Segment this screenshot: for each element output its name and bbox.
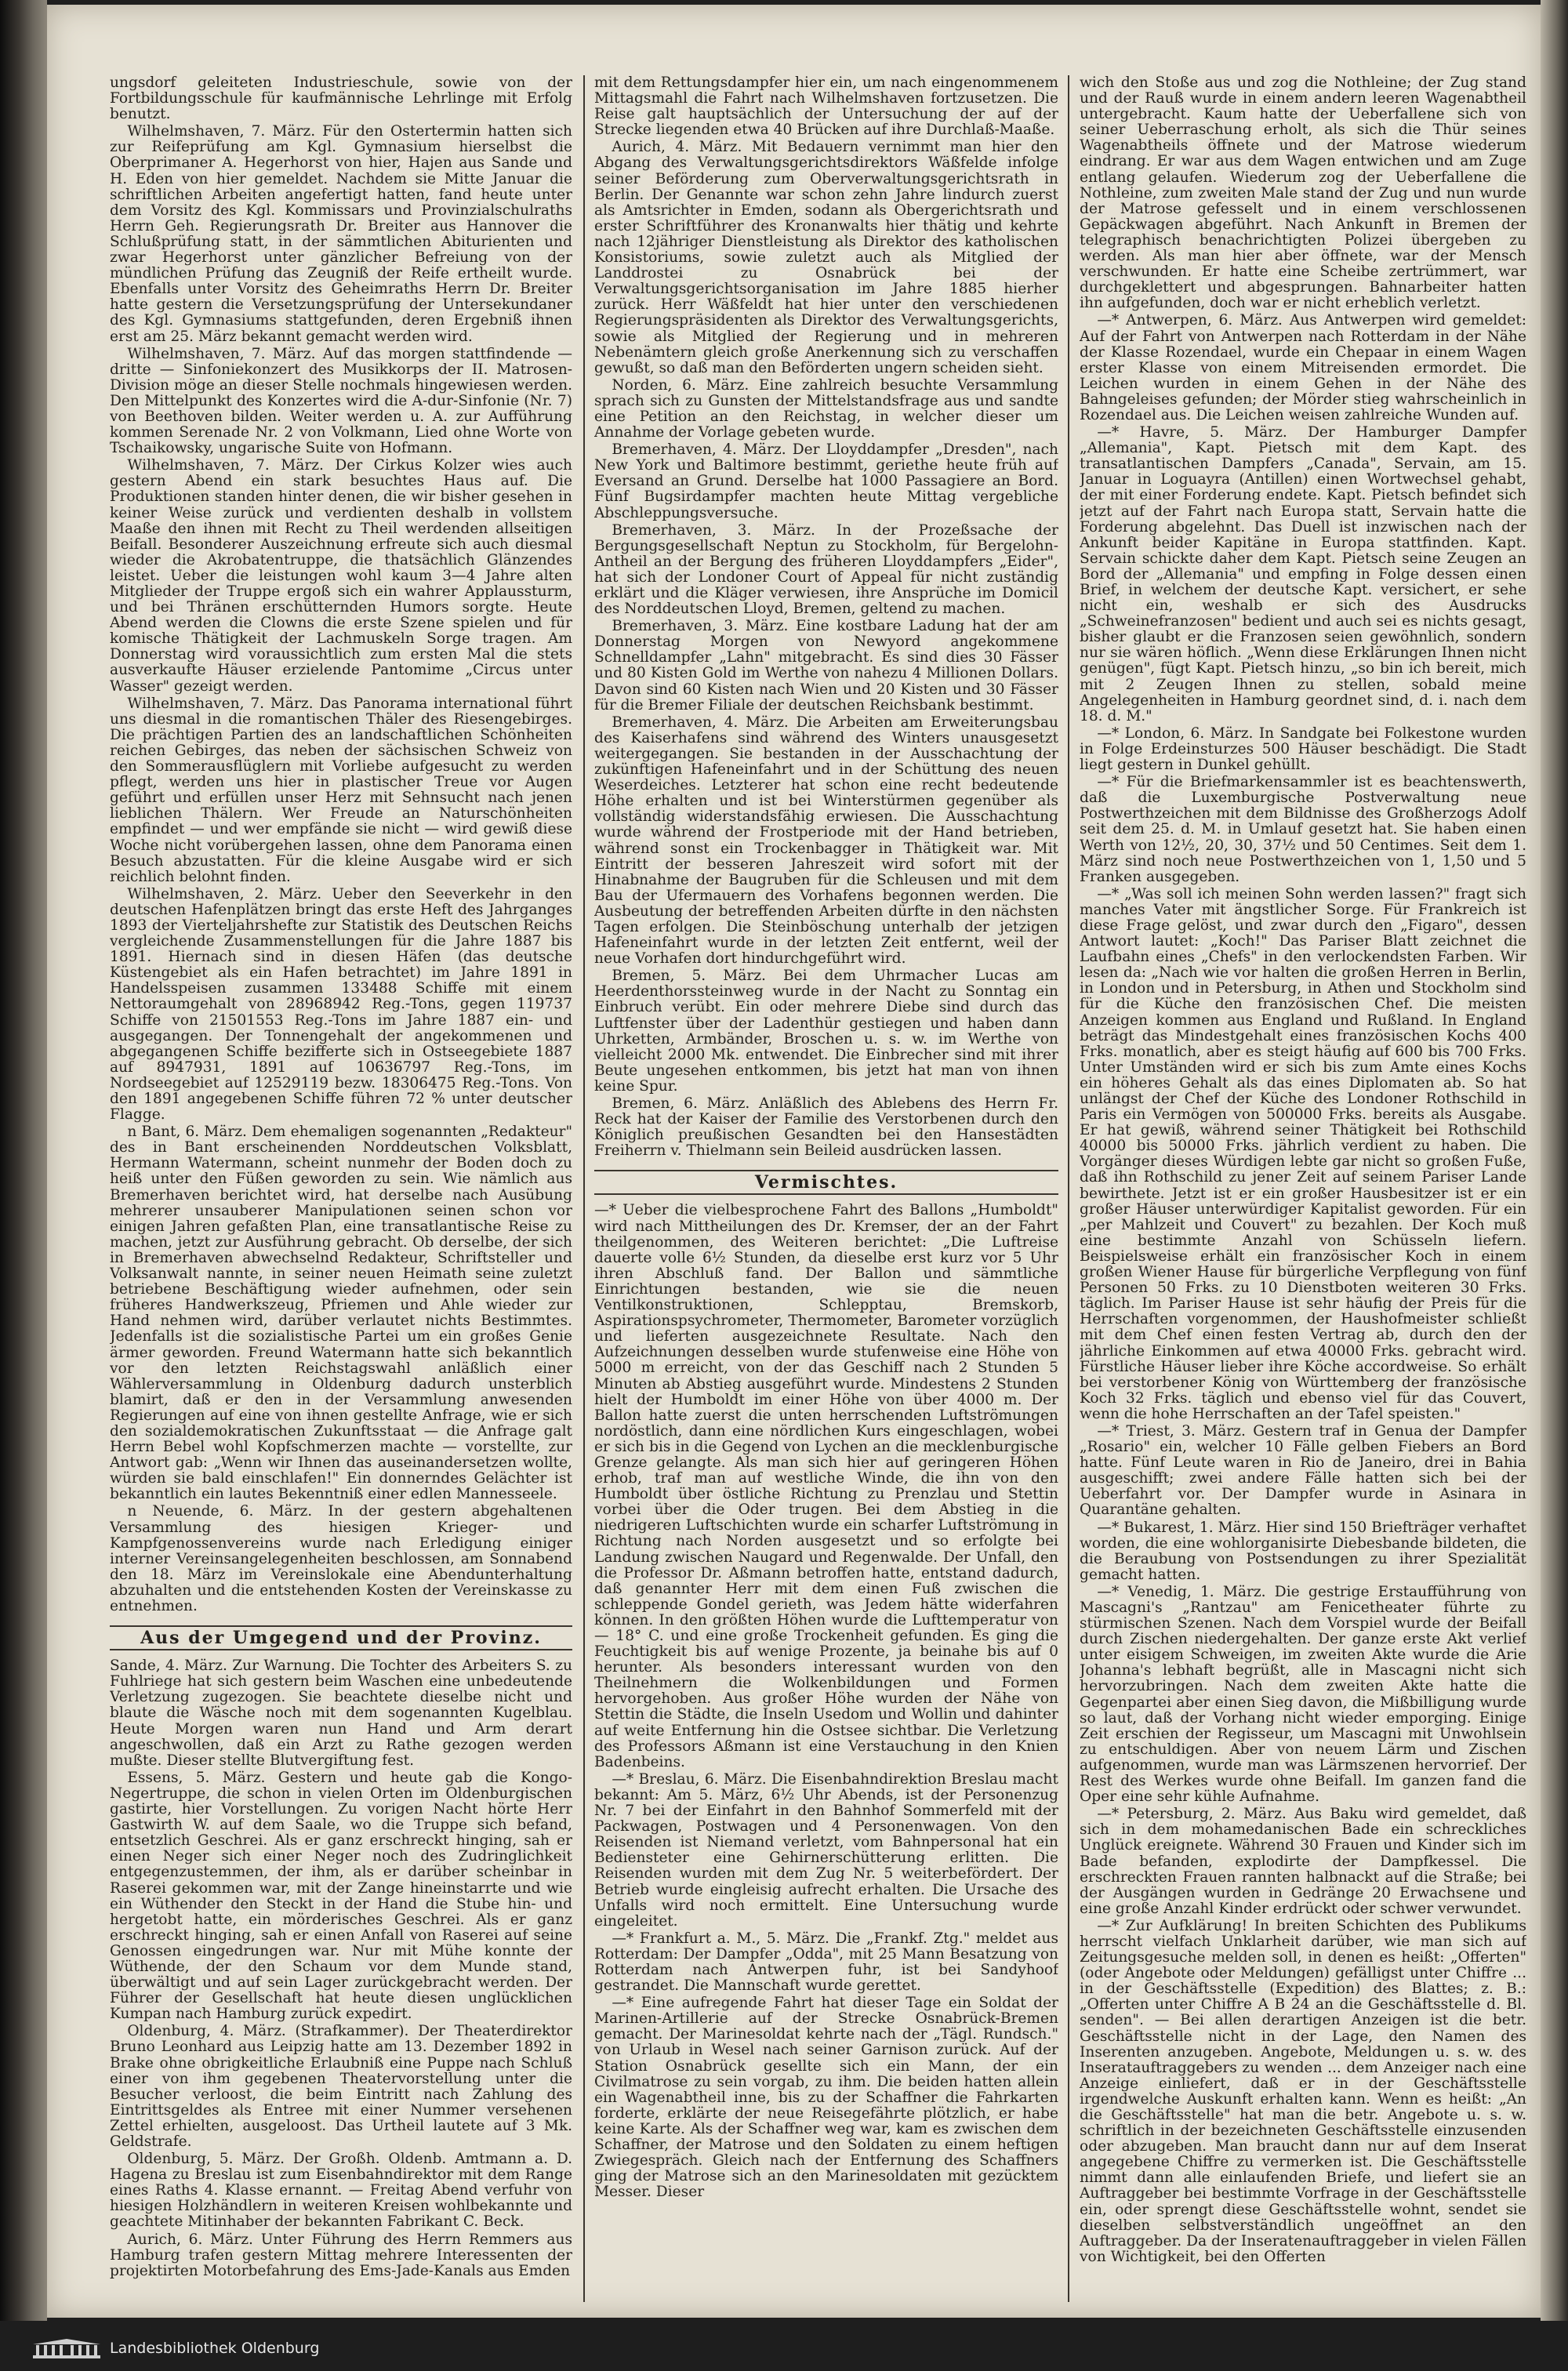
article-paragraph: Oldenburg, 4. März. (Strafkammer). Der Theaterdirektor Bruno Leonhard aus Leipzig hatte am 13. Dezember 1892 in Brake ohne obrigkeitliche Erlaubniß eine Puppe nach Schluß einer von ihm gegebenen Theatervorstellung unter die Besucher verloost, die beim Eintritt nach Zahlung des Eintrittsgeldes als Entree mit einer Nummer versehenen Zettel erhielten, ausgeloost. Das Urtheil lautete auf 3 Mk. Geldstrafe. <box>110 2023 572 2150</box>
article-paragraph: Bremen, 5. März. Bei dem Uhrmacher Lucas am Heerdenthorssteinweg wurde in der Nacht zu Sonntag ein Einbruch verübt. Ein oder mehrere Diebe sind durch das Luftfenster über der Ladenthür gestiegen und haben dann Uhrketten, Armbänder, Broschen u. s. w. im Werthe von vielleicht 2000 Mk. entwendet. Die Einbrecher sind mit ihrer Beute ungesehen entkommen, bis jetzt hat man von ihnen keine Spur. <box>594 968 1058 1095</box>
article-paragraph: Bremerhaven, 4. März. Der Lloyddampfer „Dresden", nach New York und Baltimore bestimmt, geriethe heute früh auf Eversand an Grund. Derselbe hat 1000 Passagiere an Bord. Fünf Bugsirdampfer machten heute Mittag vergebliche Abschleppungsversuche. <box>594 441 1058 521</box>
article-paragraph: Bremerhaven, 4. März. Die Arbeiten am Erweiterungsbau des Kaiserhafens sind während des Winters unausgesetzt weitergegangen. Sie bestanden in der Ausschachtung der zukünftigen Hafeneinfahrt und in der Schüttung des neuen Weserdeiches. Letzterer hat schon eine recht bedeutende Höhe erhalten und ist bei Winterstürmen gegenüber als vollständig widerstandsfähig erwiesen. Die Ausschachtung wurde während der Frostperiode mit der Hand betrieben, während sonst ein Trockenbagger in Thätigkeit war. Mit Eintritt der besseren Jahreszeit wird sofort mit der Hinabnahme der Baugruben für die Schleusen und mit dem Bau der Ufermauern des Vorhafens begonnen werden. Die Ausbeutung der betreffenden Arbeiten dürfte in den nächsten Tagen erfolgen. Die Steinböschung unterhalb der jetzigen Hafeneinfahrt wurde in der letzten Zeit entfernt, weil der neue Vorhafen dort hindurchgeführt wird. <box>594 713 1058 968</box>
article-paragraph: Wilhelmshaven, 2. März. Ueber den Seeverkehr in den deutschen Hafenplätzen bringt das erste Heft des Jahrganges 1893 der Vierteljahrshefte zur Statistik des Deutschen Reichs vergleichende Zusammenstellungen für die Jahre 1887 bis 1891. Hiernach sind in diesen Häfen (das deutsche Küstengebiet als ein Hafen betrachtet) im Jahre 1891 in Handelsspeisen zusammen 133488 Schiffe mit einem Nettoraumgehalt von 28968942 Reg.-Tons, gegen 119737 Schiffe von 21501553 Reg.-Tons im Jahre 1887 ein- und ausgegangen. Der Tonnengehalt der angekommenen und abgegangenen Schiffe bezifferte sich in Ostseegebiete 1887 auf 8947931, 1891 auf 10636797 Reg.-Tons, im Nordseegebiet auf 12529119 bezw. 18306475 Reg.-Tons. Von den 1891 angegebenen Schiffe führen 72 % unter deutscher Flagge. <box>110 885 572 1124</box>
article-paragraph: n Neuende, 6. März. In der gestern abgehaltenen Versammlung des hiesigen Krieger- und Kampfgenossenvereins wurde nach Erledigung einiger interner Vereinsangelegenheiten beschlossen, am Sonnabend den 18. März im Vereinslokale eine Abendunterhaltung abzuhalten und die entstehenden Kosten der Vereinskasse zu entnehmen. <box>110 1503 572 1614</box>
column-2-articles <box>594 75 1058 1159</box>
article-paragraph: —* Petersburg, 2. März. Aus Baku wird gemeldet, daß sich in dem mohamedanischen Bade ein schreckliches Unglück ereignete. Während 30 Frauen und Kinder sich im Bade befanden, explodirte der Dampfkessel. Die erschreckten Frauen rannten halbnackt auf die Straße; bei der Ausgängen wurden in Gedränge 20 Erwachsene und eine große Anzahl Kinder erdrückt oder schwer verwundet. <box>1080 1806 1526 1917</box>
scan-left-edge <box>0 0 47 2321</box>
article-paragraph: —* Triest, 3. März. Gestern traf in Genua der Dampfer „Rosario" ein, welcher 10 Fälle gelben Fiebers an Bord hatte. Fünf Leute waren in Rio de Janeiro, drei in Bahia ausgeschifft; zwei andere Fälle hatten sich bei der Ueberfahrt vor. Der Dampfer wurde in Asinara in Quarantäne gehalten. <box>1080 1422 1526 1519</box>
article-paragraph: Sande, 4. März. Zur Warnung. Die Tochter des Arbeiters S. zu Fuhlriege hat sich gestern beim Waschen eine unbedeutende Verletzung zugezogen. Sie beachtete dieselbe nicht und blaute die Wäsche noch mit dem sogenannten Kugelblau. Heute Morgen waren nun Hand und Arm derart angeschwollen, daß ein Arzt zu Rathe gezogen werden mußte. Dieser stellte Blutvergiftung fest. <box>110 1658 572 1769</box>
column-rule <box>1068 75 1069 2302</box>
article-paragraph: Wilhelmshaven, 7. März. Das Panorama international führt uns diesmal in die romantischen Thäler des Riesengebirges. Die prächtigen Partien des an landschaftlichen Schönheiten reichen Gebirges, das neben der sächsischen Schweiz von den Sommerausflüglern mit Vorliebe aufgesucht zu werden pflegt, werden uns hier in plastischer Treue vor Augen geführt und erfüllen unser Herz mit Sehnsucht nach jenen lieblichen Thälern. Wer Freude an Naturschönheiten empfindet — und wer empfände sie nicht — wird gewiß diese Woche nicht vorübergehen lassen, ohne dem Panorama einen Besuch abzustatten. Für die kleine Ausgabe wird er sich reichlich belohnt finden. <box>110 695 572 885</box>
library-name: Landesbibliothek Oldenburg <box>110 2340 320 2357</box>
article-paragraph: —* Zur Aufklärung! In breiten Schichten des Publikums herrscht vielfach Unklarheit darüber, wie man sich auf Zeitungsgesuche melden soll, in denen es heißt: „Offerten" (oder Angebote oder Meldungen) gefälligst unter Chiffre ... in der Geschäftsstelle (Expedition) des Blattes; z. B.: „Offerten unter Chiffre A B 24 an die Geschäftsstelle d. Bl. senden". — Bei allen derartigen Anzeigen ist die betr. Geschäftsstelle nicht in der Lage, den Namen des Inserenten anzugeben. Angebote, Meldungen u. s. w. des Inseratauftraggebers zu wenden ... dem Anzeiger nach eine Anzeige einliefert, daß er in der Geschäftsstelle irgendwelche Auskunft erhalten kann. Wenn es heißt: „An die Geschäftsstelle" hat man die betr. Angebote u. s. w. schriftlich in der bezeichneten Geschäftsstelle einzusenden oder abzugeben. Man braucht dann nur auf dem Inserat angegebene Chiffre zu vermerken ist. Die Geschäftsstelle nimmt dann alle einlaufenden Briefe, und liefert sie an Auftraggeber bei bestimmte Vorfrage in der Geschäftsstelle ein, oder sprengt diese Geschäftsstelle wohnt, sendet sie dieselben selbstverständlich ungeöffnet an den Auftraggeber. Da der Inseratenauftraggeber in vielen Fällen von Wichtigkeit, bei den Offerten <box>1080 1917 1526 2265</box>
article-paragraph: —* „Was soll ich meinen Sohn werden lassen?" fragt sich manches Vater mit ängstlicher Sorge. Für Frankreich ist diese Frage gelöst, und zwar durch den „Figaro", dessen Antwort lautet: „Koch!" Das Pariser Blatt zeichnet die Laufbahn eines „Chefs" in den verlockendsten Farben. Wir lesen da: „Nach wie vor halten die großen Herren in Berlin, in London und in Petersburg, in Athen und Stockholm sind für die Küche den französischen Chef. Die meisten Anzeigen kommen aus England und Rußland. In England beträgt das Mindestgehalt eines französischen Kochs 400 Frks. monatlich, aber es steigt häufig auf 600 bis 700 Frks. Unter Umständen wird er sich bis zum Amte eines Kochs ein höheres Gehalt als das eines Diplomaten ab. So hat unlängst der Chef der Küche des Londoner Rothschild in Paris ein Vermögen von 500000 Frks. bereits als Ausgabe. Er hat gewiß, während seiner Thätigkeit bei Rothschild 40000 bis 50000 Frks. jährlich verdient zu haben. Die Vorgänger dieses Würdigen lebte gar nicht so großen Fuße, daß ihn Rothschild zu jener Zeit auf seinem Pariser Lande bewirthete. Jetzt ist er ein großer Hausbesitzer ist er ein großer Häuser unterwürdiger Kapitalist geworden. Für ein „per Mahlzeit und Couvert" zu bezahlen. Der Koch muß eine bestimmte Anzahl von Schüsseln liefern. Beispielsweise erhält ein französischer Koch in einem großen Wiener Hause für bürgerliche Verpflegung von fünf Personen 50 Frks. zu 10 Dienstboten weiteren 30 Frks. täglich. Im Pariser Hause ist sehr häufig der Preis für die Herrschaften vorgenommen, der Haushofmeister schließt mit dem Chef einen festen Vertrag ab, durch den der jährliche Einkommen auf etwa 40000 Frks. gebracht wird. Fürstliche Häuser lieber ihre Köche accordweise. So erhält bei verstorbener König von Württemberg der französische Koch 32 Frks. täglich und ebenso viel für das Couvert, wenn die hohe Herrschaften an der Tafel speisten." <box>1080 885 1526 1422</box>
article-paragraph: —* Für die Briefmarkensammler ist es beachtenswerth, daß die Luxemburgische Postverwaltung neue Postwerthzeichen mit dem Bildnisse des Großherzogs Adolf seit dem 25. d. M. in Umlauf gesetzt hat. Sie haben einen Werth von 12½, 20, 30, 37½ und 50 Centimes. Seit dem 1. März sind noch neue Postwerthzeichen von 1, 1,50 und 5 Franken ausgegeben. <box>1080 774 1526 885</box>
article-paragraph: —* Frankfurt a. M., 5. März. Die „Frankf. Ztg." meldet aus Rotterdam: Der Dampfer „Odda", mit 25 Mann Besatzung von Rotterdam nach Antwerpen fuhr, ist bei Sandyhoof gestrandet. Die Mannschaft wurde gerettet. <box>594 1930 1058 1995</box>
article-paragraph: Wilhelmshaven, 7. März. Der Cirkus Kolzer wies auch gestern Abend ein stark besuchtes Haus auf. Die Produktionen standen hinter denen, die wir bisher gesehen in keiner Weise zurück und verdienten deshalb in vollstem Maaße den ihnen mit Recht zu Theil werdenden allseitigen Beifall. Besonderer Auszeichnung erfreute sich auch diesmal wieder die Akrobatentruppe, die thatsächlich Glänzendes leistet. Ueber die leistungen wohl kaum 3—4 Jahre alten Mitglieder der Truppe ergoß sich ein wahrer Applaussturm, und bei Thränen erschütternden Humors sorgte. Heute Abend werden die Clowns die erste Szene spielen und für komische Thätigkeit der Lachmuskeln Sorge tragen. Am Donnerstag wird voraussichtlich zum ersten Mal die stets ausverkaufte Häuser erzielende Pantomime „Circus unter Wasser" gezeigt werden. <box>110 457 572 695</box>
article-paragraph: Norden, 6. März. Eine zahlreich besuchte Versammlung sprach sich zu Gunsten der Mittelstandsfrage aus und sandte eine Petition an den Reichstag, in welcher dieser um Annahme der Vorlage gebeten wurde. <box>594 376 1058 441</box>
article-paragraph: Bremerhaven, 3. März. In der Prozeßsache der Bergungsgesellschaft Neptun zu Stockholm, für Bergelohn-Antheil an der Bergung des früheren Lloyddampfers „Eider", hat sich der Londoner Court of Appeal für nicht zuständig erklärt und die Kläger verwiesen, ihre Ansprüche im Domicil des Norddeutschen Lloyd, Bremen, geltend zu machen. <box>594 521 1058 618</box>
text-column-2 <box>594 75 1058 2302</box>
article-paragraph: wich den Stoße aus und zog die Nothleine; der Zug stand und der Rauß wurde in einem andern leeren Wagenabtheil untergebracht. Kaum hatte der Ueberfallene sich von seiner Ueberraschung erholt, als sich die Thür seines Wagenabtheils öffnete und der Matrose wiederum eindrang. Er war aus dem Wagen entwichen und am Zuge entlang gelaufen. Wiederum zog der Ueberfallene die Nothleine, zum zweiten Male stand der Zug und nun wurde der Matrose gefesselt und in einem verschlossenen Gepäckwagen abgeführt. Nach Ankunft in Bremen der telegraphisch benachrichtigten Polizei übergeben zu werden. Als man hier aber öffnete, war der Mensch verschwunden. Er hatte eine Scheibe zertrümmert, war durchgeklettert und abgesprungen. Bahnarbeiter hatten ihn aufgefunden, doch war er nicht erheblich verletzt. <box>1080 75 1526 312</box>
article-paragraph: —* London, 6. März. In Sandgate bei Folkestone wurden in Folge Erdeinsturzes 500 Häuser beschädigt. Die Stadt liegt gestern in Dunkel gehüllt. <box>1080 724 1526 774</box>
article-paragraph: Aurich, 6. März. Unter Führung des Herrn Remmers aus Hamburg trafen gestern Mittag mehrere Interessenten der projektirten Motorbefahrung des Ems-Jade-Kanals aus Emden <box>110 2231 572 2279</box>
article-paragraph: Wilhelmshaven, 7. März. Auf das morgen stattfindende — dritte — Sinfoniekonzert des Musikkorps der II. Matrosen-Division möge an dieser Stelle nochmals hingewiesen werden. Den Mittelpunkt des Konzertes wird die A-dur-Sinfonie (Nr. 7) von Beethoven bilden. Weiter werden u. A. zur Aufführung kommen Serenade Nr. 2 von Volkmann, Lied ohne Worte von Tschaikowsky, ungarische Suite von Hofmann. <box>110 345 572 457</box>
column-3-articles <box>1080 75 1526 2265</box>
article-paragraph: Bremerhaven, 3. März. Eine kostbare Ladung hat der am Donnerstag Morgen von Newyord angekommene Schnelldampfer „Lahn" mitgebracht. Es sind dies 30 Fässer und 80 Kisten Gold im Werthe von nahezu 4 Millionen Dollars. Davon sind 60 Kisten nach Wien und 20 Kisten und 30 Fässer für die Bremer Filiale der deutschen Reichsbank bestimmt. <box>594 618 1058 713</box>
article-paragraph: —* Bukarest, 1. März. Hier sind 150 Briefträger verhaftet worden, die eine wohlorganisirte Diebesbande bildeten, die die Beraubung von Postsendungen zu ihrer Spezialität gemacht hatten. <box>1080 1519 1526 1583</box>
section-heading-provinz: Aus der Umgegend und der Provinz. <box>110 1625 572 1650</box>
article-paragraph: ungsdorf geleiteten Industrieschule, sowie von der Fortbildungsschule für kaufmännische Lehrlinge mit Erfolg benutzt. <box>110 75 572 123</box>
text-column-3 <box>1080 75 1526 2302</box>
column-1-provinz-articles <box>110 1658 572 2279</box>
article-paragraph: Aurich, 4. März. Mit Bedauern vernimmt man hier den Abgang des Verwaltungsgerichtsdirektors Wäßfelde infolge seiner Beförderung zum Oberverwaltungsgerichtsrath in Berlin. Der Genannte war schon zehn Jahre lindurch zuerst als Amtsrichter in Emden, sodann als Obergerichtsrath und erster Schriftführer des Kronanwalts hier thätig und kehrte nach 12jähriger Dienstleistung als Direktor des katholischen Konsistoriums, sowie zuletzt auch als Mitglied der Landdrostei zu Osnabrück bei der Verwaltungsgerichtsorganisation im Jahre 1885 hierher zurück. Herr Wäßfeldt hat hier unter den verschiedenen Regierungspräsidenten als Direktor des Verwaltungsgerichts, sowie als Mitglied der Regierung und in mehreren Nebenämtern gleich große Anerkennung sich zu verschaffen gewußt, so daß man den Beförderten ungern scheiden sieht. <box>594 139 1058 376</box>
article-paragraph: —* Eine aufregende Fahrt hat dieser Tage ein Soldat der Marinen-Artillerie auf der Strecke Osnabrück-Bremen gemacht. Der Marinesoldat kehrte nach der „Tägl. Rundsch." von Urlaub in Wesel nach seiner Garnison zurück. Auf der Station Osnabrück gesellte sich ein Mann, der ein Civilmatrose zu sein vorgab, zu ihm. Die beiden hatten allein ein Wagenabtheil inne, bis zu der Schaffner die Fahrkarten forderte, erklärte der neue Reisegefährte plötzlich, er habe keine Karte. Als der Schaffner weg war, kam es zwischen dem Schaffner, der Matrose und den Soldaten zu einem heftigen Zwiegespräch. Gleich nach der Entfernung des Schaffners ging der Matrose sich an den Marinesoldaten mit gezücktem Messer. Dieser <box>594 1995 1058 2201</box>
article-paragraph: —* Venedig, 1. März. Die gestrige Erstaufführung von Mascagni's „Rantzau" am Fenicetheater führte zu stürmischen Szenen. Nach dem Vorspiel wurde der Beifall durch Zischen niedergehalten. Der ganze erste Akt verlief unter eisigem Schweigen, im zweiten Akte wurde die Arie Johanna's lebhaft begrüßt, alle in Mascagni nicht sich hervorzubringen. Nach dem zweiten Akte hatte die Gegenpartei aber einen Sieg davon, die Mißbilligung wurde so laut, daß der Vorhang nicht wieder emporging. Einige Zeit erschien der Regisseur, um Mascagni mit Unwohlsein zu entschuldigen. Aber von neuem Lärm und Zischen aufgenommen, wurde man was Lärmszenen hervorrief. Der Rest des Werkes wurde ohne Beifall. Im ganzen fand die Oper eine sehr kühle Aufnahme. <box>1080 1583 1526 1806</box>
article-paragraph: —* Havre, 5. März. Der Hamburger Dampfer „Allemania", Kapt. Pietsch mit dem Kapt. des transatlantischen Dampfers „Canada", Servain, am 15. Januar in Loguayra (Antillen) einen Wortwechsel gehabt, der mit einer Forderung endete. Kapt. Pietsch befindet sich jetzt auf der Fahrt nach Europa statt, Servain hatte die Forderung abgelehnt. Das Duell ist inzwischen nach der Ankunft beider Kapitäne in Europa stattfinden. Kapt. Servain schickte daher dem Kapt. Pietsch seine Zeugen an Bord der „Allemania" und empfing in Folge dessen einen Brief, in welchem der deutsche Kapt. versichert, er sehe nicht ein, weshalb er sich des Ausdrucks „Schweinefranzosen" bedient und auch sei es nichts gesagt, bisher glaubt er die Franzosen seien gewöhnlich, sondern nur sie wären höflich. „Wenn diese Erklärungen Ihnen nicht genügen", fügt Kapt. Pietsch hinzu, „so bin ich bereit, mich mit 2 Zeugen Ihnen zu stellen, sobald meine Angelegenheiten in Hamburg geordnet sind, d. i. nach dem 18. d. M." <box>1080 424 1526 724</box>
column-rule <box>583 75 585 2302</box>
column-1-articles <box>110 75 572 1614</box>
text-column-1 <box>110 75 572 2302</box>
article-paragraph: Wilhelmshaven, 7. März. Für den Ostertermin hatten sich zur Reifeprüfung am Kgl. Gymnasium hierselbst die Oberprimaner A. Hegerhorst von hier, Hajen aus Sande und H. Eden von hier gemeldet. Nachdem sie Mitte Januar die schriftlichen Arbeiten angefertigt hatten, fand heute unter dem Vorsitz des Kgl. Kommissars und Provinzialschulraths Herrn Geh. Regierungsrath Dr. Breiter aus Hannover die Schlußprüfung statt, in der sämmtlichen Abiturienten und zwar Hegerhorst unter gänzlicher Befreiung von der mündlichen Prüfung das Zeugniß der Reife ertheilt wurde. Ebenfalls unter Vorsitz des Geheimraths Herrn Dr. Breiter hatte gestern die Versetzungsprüfung der Untersekundaner des Kgl. Gymnasiums stattgefunden, deren Ergebniß ihnen erst am 25. März bekannt gemacht werden wird. <box>110 123 572 345</box>
article-paragraph: —* Antwerpen, 6. März. Aus Antwerpen wird gemeldet: Auf der Fahrt von Antwerpen nach Rotterdam in der Nähe der Klasse Rozendael, wurde ein Chepaar in einem Wagen erster Klasse von einem Mitreisenden ermordet. Die Leichen wurden in einem Gehen in der Nähe des Bahngeleises gefunden; der Mörder stieg wahrscheinlich in Rozendael aus. Die Leichen weisen zahlreiche Wunden auf. <box>1080 312 1526 423</box>
column-2-vermischtes-articles <box>594 1203 1058 2200</box>
article-paragraph: —* Ueber die vielbesprochene Fahrt des Ballons „Humboldt" wird nach Mittheilungen des Dr. Kremser, der an der Fahrt theilgenommen, des Weiteren berichtet: „Die Luftreise dauerte volle 6½ Stunden, da dieselbe erst kurz vor 5 Uhr ihren Abschluß fand. Der Ballon und sämmtliche Einrichtungen bestanden, wie sie die neuen Ventilkonstruktionen, Schlepptau, Bremskorb, Aspirationspsychrometer, Thermometer, Barometer vorzüglich und lieferten ausgezeichnete Resultate. Nach den Aufzeichnungen desselben wurde stufenweise eine Höhe von 5000 m erreicht, von der das Geschiff nach 2 Stunden 5 Minuten ab Abstieg ausgeführt wurde. Mindestens 2 Stunden hielt der Humboldt im einer Höhe von über 4000 m. Der Ballon hatte zuerst die unten herrschenden Luftströmungen nordöstlich, dann eine nördlichen Kurs eingeschlagen, wobei er sich bis in die Gegend von Lychen an die mecklenburgische Grenze gelangte. Als man sich hier auf geringeren Höhen erhob, traf man auf westliche Winde, die ihn von den Humboldt über östliche Richtung zu Prenzlau und Stettin vorbei über die Oder trugen. Bei dem Abstieg in die niedrigeren Luftschichten wurde ein scharfer Luftströmung in Richtung nach Norden ausgesetzt und so erfolgte bei Landung zwischen Naugard und Regenwalde. Der Unfall, den die Professor Dr. Aßmann betroffen hatte, entstand dadurch, daß genannter Herr mit dem einen Fuß zwischen die schleppende Gondel gerieth, was Jedem hätte widerfahren können. In den größten Höhen wurde die Lufttemperatur von — 18° C. und eine große Trockenheit gefunden. Es ging die Feuchtigkeit bis auf wenige Prozente, ja beinahe bis auf 0 herunter. Als besonders interessant wurden von den Theilnehmern die Wolkenbildungen und Formen hervorgehoben. Aus großer Höhe wurden der Nähe von Stettin die Städte, die Inseln Usedom und Wollin und dahinter auf weite Entfernung hin die Ostsee sichtbar. Die Verletzung des Professors Aßmann ist eine Verstauchung in den Knien Badenbeins. <box>594 1202 1058 1770</box>
library-building-logo-icon <box>31 2338 102 2360</box>
section-heading-vermischtes: Vermischtes. <box>594 1170 1058 1195</box>
article-paragraph: mit dem Rettungsdampfer hier ein, um nach eingenommenem Mittagsmahl die Fahrt nach Wilhelmshaven fortzusetzen. Die Reise galt hauptsächlich der Untersuchung der auf der Strecke liegenden etwa 40 Brücken auf ihre Durchlaß-Maaße. <box>594 75 1058 139</box>
article-paragraph: Bremen, 6. März. Anläßlich des Ablebens des Herrn Fr. Reck hat der Kaiser der Familie des Verstorbenen durch den Königlich preußischen Gesandten bei den Hansestädten Freiherrn v. Thielmann sein Beileid ausdrücken lassen. <box>594 1095 1058 1160</box>
article-paragraph: Oldenburg, 5. März. Der Großh. Oldenb. Amtmann a. D. Hagena zu Breslau ist zum Eisenbahndirektor mit dem Range eines Raths 4. Klasse ernannt. — Freitag Abend verfuhr von hiesigen Holzhändlern in weiteren Kreisen wohlbekannte und geachtete Mitinhaber der bekannten Fabrikant C. Beck. <box>110 2151 572 2231</box>
article-paragraph: —* Breslau, 6. März. Die Eisenbahndirektion Breslau macht bekannt: Am 5. März, 6½ Uhr Abends, ist der Personenzug Nr. 7 bei der Einfahrt in den Bahnhof Sommerfeld mit der Packwagen, Postwagen und 4 Personenwagen. Von den Reisenden ist Niemand verletzt, vom Bahnpersonal hat ein Bediensteter eine Gehirnerschütterung erlitten. Die Reisenden wurden mit dem Zug Nr. 5 weiterbefördert. Der Betrieb wurde eingleisig aufrecht erhalten. Die Ursache des Unfalls wird noch ermittelt. Eine Untersuchung wurde eingeleitet. <box>594 1770 1058 1930</box>
article-paragraph: n Bant, 6. März. Dem ehemaligen sogenannten „Redakteur" des in Bant erscheinenden Norddeutschen Volksblatt, Hermann Watermann, scheint nunmehr der Boden doch zu heiß unter den Füßen geworden zu sein. Wie nämlich aus Bremerhaven berichtet wird, hat derselbe nach Ausübung mehrerer unsauberer Manipulationen seinen schon vor einigen Jahren gefaßten Plan, eine transatlantische Reise zu machen, jetzt zur Ausführung gebracht. Ob derselbe, der sich in Bremerhaven abwechselnd Redakteur, Schriftsteller und Volksanwalt nannte, in seiner neuen Heimath seine zuletzt betriebene Beschäftigung wieder aufnehmen, oder sein früheres Handwerkszeug, Pfriemen und Ahle wieder zur Hand nehmen wird, darüber verlautet nichts Bestimmtes. Jedenfalls ist die sozialistische Partei um ein großes Genie ärmer geworden. Freund Watermann hatte sich bekanntlich vor den letzten Reichstagswahl anläßlich einer Wählerversammlung in Oldenburg dadurch unsterblich blamirt, daß er den in der Versammlung anwesenden Regierungen auf eine von ihnen gestellte Anfrage, wie er sich den sozialdemokratischen Zukunftsstaat — die Anfrage galt Herrn Bebel wohl Kopfschmerzen machte — vorstellte, zur Antwort gab: „Wenn wir Ihnen das auseinandersetzen wollte, würden sie bald einschlafen!" Ein donnerndes Gelächter ist bekanntlich ein lautes Bekenntniß einer edlen Mannesseele. <box>110 1124 572 1503</box>
scan-right-edge <box>1541 0 1568 2321</box>
article-paragraph: Essens, 5. März. Gestern und heute gab die Kongo-Negertruppe, die schon in vielen Orten im Oldenburgischen gastirte, hier Vorstellungen. Zu vorigen Nacht hörte Herr Gastwirth W. auf dem Saale, wo die Truppe sich befand, entsetzlich Geschrei. Als er ganz erschreckt hinging, sah er einen Neger sich einer Neger noch des Zudringlichkeit entgegenzustemmen, der ihm, als er darüber scheinbar in Raserei gekommen war, mit der Zange hineinstarrte und wie ein Wüthender den Steckt in der Hand die Stube hin- und hergetobt hatte, ein mörderisches Geschrei. Als er ganz erschreckt hinging, sah er einen Anfall von Raserei auf seine Genossen eingedrungen war. Nur mit Mühe konnte der Wüthende, der den Schaum vor dem Munde stand, überwältigt und auf sein Lager zurückgebracht werden. Der Führer der Gesellschaft hat heute diesen unglücklichen Kumpan nach Hamburg zurück expedirt. <box>110 1769 572 2023</box>
